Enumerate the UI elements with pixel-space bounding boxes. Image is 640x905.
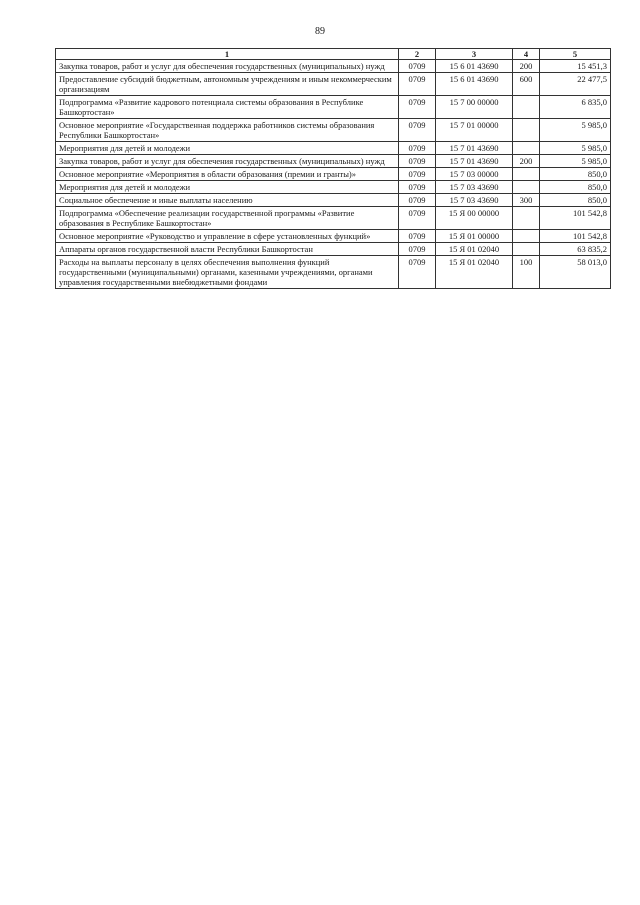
row-section-cell: 0709 [399, 194, 436, 207]
row-amount-cell: 101 542,8 [540, 230, 611, 243]
row-section-cell: 0709 [399, 142, 436, 155]
row-section-cell: 0709 [399, 181, 436, 194]
row-section-cell: 0709 [399, 73, 436, 96]
row-kind-cell [513, 119, 540, 142]
row-name-cell: Предоставление субсидий бюджетным, автономным учреждениям и иным некоммерческим организациям [56, 73, 399, 96]
column-header: 5 [540, 49, 611, 60]
table-row [56, 168, 611, 181]
row-amount-cell: 58 013,0 [540, 256, 611, 289]
row-amount-cell: 5 985,0 [540, 142, 611, 155]
row-kind-cell [513, 181, 540, 194]
row-code-cell: 15 Я 01 02040 [436, 256, 513, 289]
row-code-cell: 15 7 03 43690 [436, 181, 513, 194]
row-kind-cell [513, 230, 540, 243]
row-code-cell: 15 7 03 43690 [436, 194, 513, 207]
row-section-cell: 0709 [399, 207, 436, 230]
row-name-cell: Основное мероприятие «Государственная поддержка работников системы образования Республики Башкортостан» [56, 119, 399, 142]
row-code-cell: 15 7 01 00000 [436, 119, 513, 142]
row-kind-cell [513, 207, 540, 230]
table-row [56, 60, 611, 73]
row-section-cell: 0709 [399, 256, 436, 289]
row-kind-cell: 600 [513, 73, 540, 96]
column-header: 2 [399, 49, 436, 60]
row-code-cell: 15 7 01 43690 [436, 155, 513, 168]
row-code-cell: 15 6 01 43690 [436, 60, 513, 73]
row-code-cell: 15 Я 01 00000 [436, 230, 513, 243]
page-number: 89 [315, 26, 325, 37]
row-name-cell: Мероприятия для детей и молодежи [56, 181, 399, 194]
row-kind-cell [513, 142, 540, 155]
row-code-cell: 15 7 00 00000 [436, 96, 513, 119]
row-code-cell: 15 Я 00 00000 [436, 207, 513, 230]
row-amount-cell: 5 985,0 [540, 155, 611, 168]
row-section-cell: 0709 [399, 230, 436, 243]
row-name-cell: Подпрограмма «Развитие кадрового потенциала системы образования в Республике Башкортостан» [56, 96, 399, 119]
table-row [56, 256, 611, 289]
table-row [56, 181, 611, 194]
budget-table [55, 48, 611, 289]
row-code-cell: 15 Я 01 02040 [436, 243, 513, 256]
row-section-cell: 0709 [399, 155, 436, 168]
table-row [56, 142, 611, 155]
row-kind-cell [513, 168, 540, 181]
row-section-cell: 0709 [399, 119, 436, 142]
table-row [56, 243, 611, 256]
row-amount-cell: 850,0 [540, 168, 611, 181]
row-amount-cell: 5 985,0 [540, 119, 611, 142]
row-code-cell: 15 6 01 43690 [436, 73, 513, 96]
row-name-cell: Социальное обеспечение и иные выплаты населению [56, 194, 399, 207]
table-row [56, 96, 611, 119]
row-amount-cell: 850,0 [540, 181, 611, 194]
row-amount-cell: 6 835,0 [540, 96, 611, 119]
row-section-cell: 0709 [399, 96, 436, 119]
row-name-cell: Расходы на выплаты персоналу в целях обеспечения выполнения функций государственными (муниципальными) органами, казенными учреждениями, органами управления государственными внебюджетными фондами [56, 256, 399, 289]
column-header: 1 [56, 49, 399, 60]
row-code-cell: 15 7 03 00000 [436, 168, 513, 181]
row-section-cell: 0709 [399, 168, 436, 181]
row-name-cell: Аппараты органов государственной власти Республики Башкортостан [56, 243, 399, 256]
row-amount-cell: 101 542,8 [540, 207, 611, 230]
row-kind-cell [513, 96, 540, 119]
table-row [56, 119, 611, 142]
column-header: 4 [513, 49, 540, 60]
column-header: 3 [436, 49, 513, 60]
row-kind-cell: 200 [513, 60, 540, 73]
row-name-cell: Подпрограмма «Обеспечение реализации государственной программы «Развитие образования в Республике Башкортостан» [56, 207, 399, 230]
row-kind-cell: 100 [513, 256, 540, 289]
row-amount-cell: 850,0 [540, 194, 611, 207]
row-amount-cell: 63 835,2 [540, 243, 611, 256]
row-name-cell: Основное мероприятие «Мероприятия в области образования (премии и гранты)» [56, 168, 399, 181]
table-row [56, 73, 611, 96]
row-amount-cell: 15 451,3 [540, 60, 611, 73]
row-section-cell: 0709 [399, 60, 436, 73]
table-row [56, 230, 611, 243]
row-name-cell: Закупка товаров, работ и услуг для обеспечения государственных (муниципальных) нужд [56, 60, 399, 73]
row-kind-cell [513, 243, 540, 256]
row-amount-cell: 22 477,5 [540, 73, 611, 96]
table-row [56, 194, 611, 207]
table-row [56, 155, 611, 168]
row-section-cell: 0709 [399, 243, 436, 256]
row-code-cell: 15 7 01 43690 [436, 142, 513, 155]
row-name-cell: Основное мероприятие «Руководство и управление в сфере установленных функций» [56, 230, 399, 243]
row-kind-cell: 300 [513, 194, 540, 207]
row-kind-cell: 200 [513, 155, 540, 168]
table-header-row [56, 49, 611, 60]
table-row [56, 207, 611, 230]
row-name-cell: Закупка товаров, работ и услуг для обеспечения государственных (муниципальных) нужд [56, 155, 399, 168]
row-name-cell: Мероприятия для детей и молодежи [56, 142, 399, 155]
